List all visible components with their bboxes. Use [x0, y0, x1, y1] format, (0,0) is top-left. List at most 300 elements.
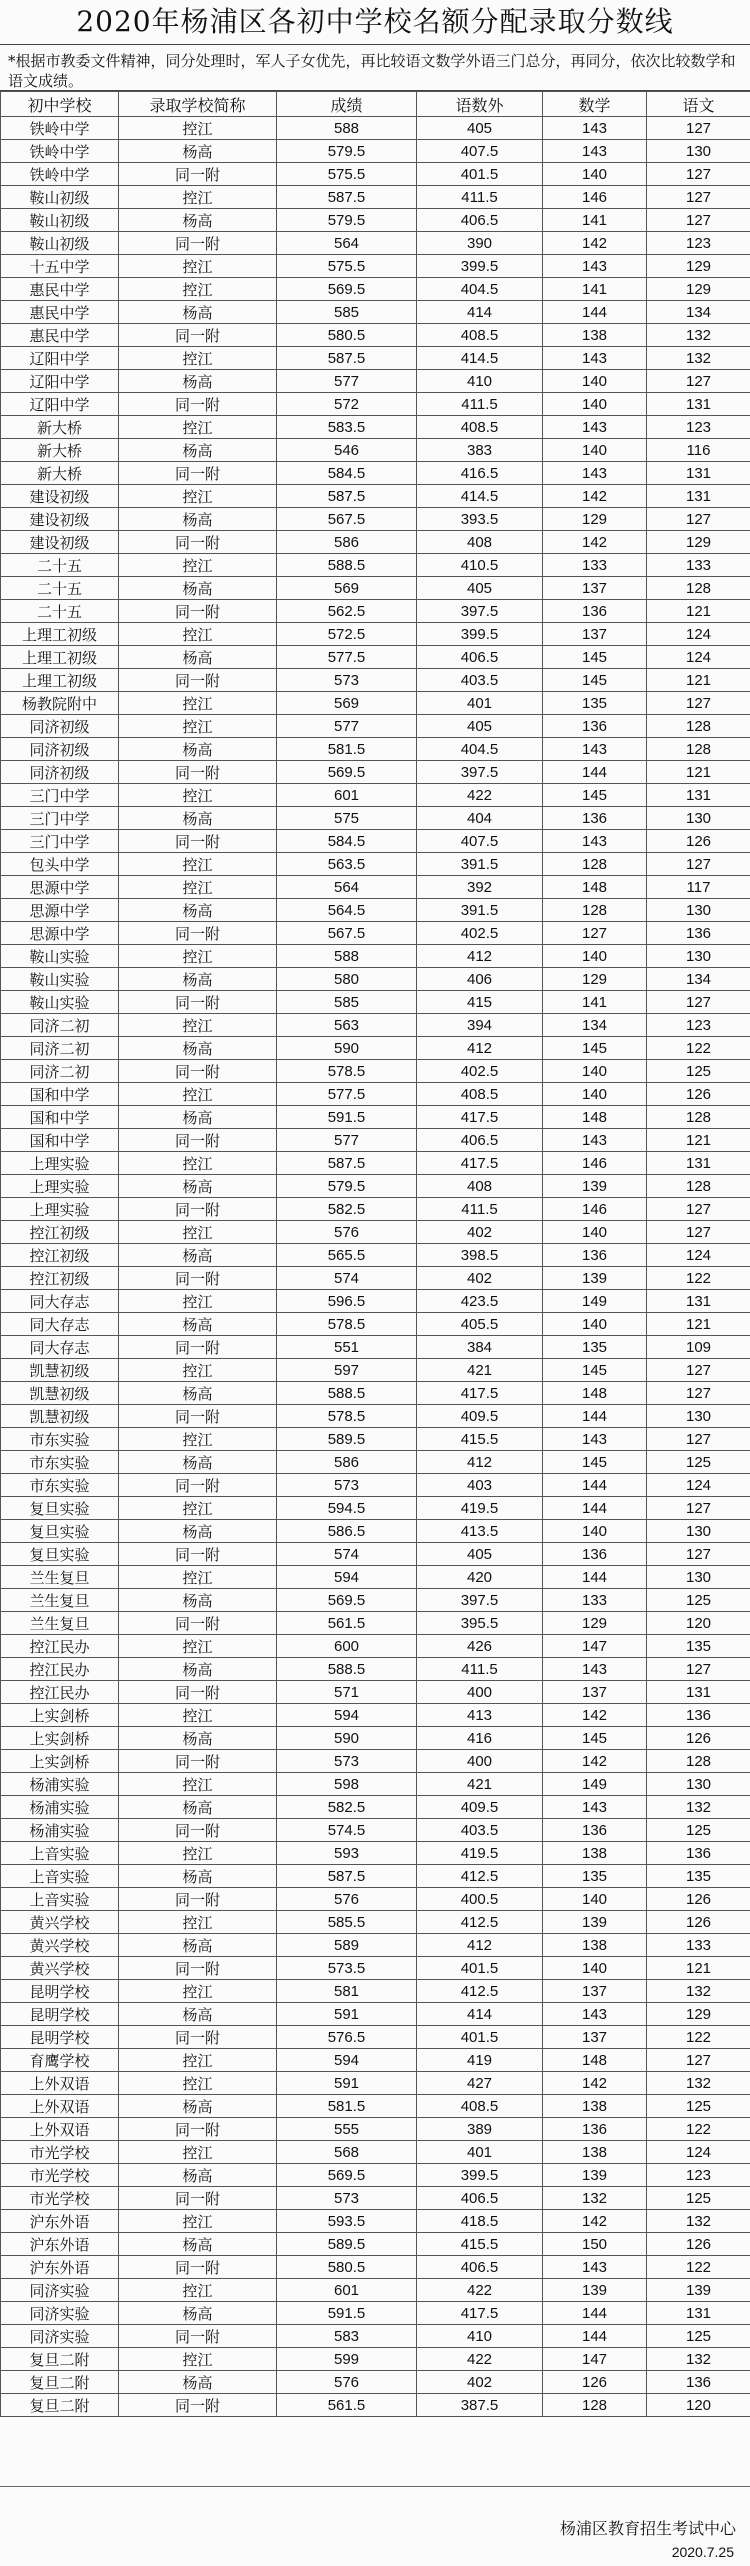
table-row — [1, 1566, 750, 1589]
score-cell: 564.5 — [277, 899, 417, 922]
cme-total-cell: 405.5 — [417, 1313, 543, 1336]
cme-total-cell: 405 — [417, 1543, 543, 1566]
junior-school-cell: 黄兴学校 — [1, 1911, 119, 1934]
math-cell: 129 — [543, 1612, 647, 1635]
chinese-cell: 122 — [647, 2256, 750, 2279]
table-row — [1, 899, 750, 922]
math-cell: 142 — [543, 2210, 647, 2233]
score-cell: 594 — [277, 1704, 417, 1727]
target-school-cell: 杨高 — [119, 2003, 277, 2026]
score-cell: 587.5 — [277, 1865, 417, 1888]
chinese-cell: 132 — [647, 2072, 750, 2095]
junior-school-cell: 市光学校 — [1, 2164, 119, 2187]
target-school-cell: 控江 — [119, 416, 277, 439]
cme-total-cell: 389 — [417, 2118, 543, 2141]
math-cell: 143 — [543, 830, 647, 853]
chinese-cell: 127 — [647, 209, 750, 232]
math-cell: 143 — [543, 140, 647, 163]
table-row — [1, 324, 750, 347]
score-cell: 563 — [277, 1014, 417, 1037]
target-school-cell: 同一附 — [119, 163, 277, 186]
chinese-cell: 124 — [647, 623, 750, 646]
score-cell: 578.5 — [277, 1313, 417, 1336]
math-cell: 141 — [543, 209, 647, 232]
target-school-cell: 同一附 — [119, 2394, 277, 2417]
cme-total-cell: 410.5 — [417, 554, 543, 577]
cme-total-cell: 417.5 — [417, 2302, 543, 2325]
target-school-cell: 杨高 — [119, 1934, 277, 1957]
chinese-cell: 136 — [647, 922, 750, 945]
score-cell: 597 — [277, 1359, 417, 1382]
chinese-cell: 127 — [647, 853, 750, 876]
junior-school-cell: 育鹰学校 — [1, 2049, 119, 2072]
junior-school-cell: 上音实验 — [1, 1842, 119, 1865]
score-cell: 586 — [277, 1451, 417, 1474]
table-row — [1, 370, 750, 393]
score-cell: 600 — [277, 1635, 417, 1658]
score-cell: 583 — [277, 2325, 417, 2348]
cme-total-cell: 412 — [417, 1934, 543, 1957]
math-cell: 143 — [543, 738, 647, 761]
table-row — [1, 2233, 750, 2256]
score-cell: 567.5 — [277, 922, 417, 945]
table-row — [1, 853, 750, 876]
score-cell: 571 — [277, 1681, 417, 1704]
table-row — [1, 1750, 750, 1773]
target-school-cell: 控江 — [119, 1221, 277, 1244]
table-row — [1, 1612, 750, 1635]
chinese-cell: 124 — [647, 1474, 750, 1497]
math-cell: 143 — [543, 117, 647, 140]
junior-school-cell: 杨浦实验 — [1, 1796, 119, 1819]
junior-school-cell: 昆明学校 — [1, 1980, 119, 2003]
score-cell: 576.5 — [277, 2026, 417, 2049]
junior-school-cell: 思源中学 — [1, 922, 119, 945]
junior-school-cell: 三门中学 — [1, 784, 119, 807]
junior-school-cell: 控江初级 — [1, 1267, 119, 1290]
score-cell: 586 — [277, 531, 417, 554]
table-row — [1, 554, 750, 577]
score-cell: 594 — [277, 2049, 417, 2072]
cme-total-cell: 410 — [417, 2325, 543, 2348]
table-row — [1, 1911, 750, 1934]
table-row — [1, 1221, 750, 1244]
table-row — [1, 692, 750, 715]
junior-school-cell: 上理实验 — [1, 1198, 119, 1221]
junior-school-cell: 上理实验 — [1, 1175, 119, 1198]
score-cell: 580.5 — [277, 324, 417, 347]
math-cell: 135 — [543, 1865, 647, 1888]
chinese-cell: 127 — [647, 508, 750, 531]
table-row — [1, 2325, 750, 2348]
math-cell: 144 — [543, 761, 647, 784]
score-cell: 581.5 — [277, 738, 417, 761]
target-school-cell: 控江 — [119, 186, 277, 209]
cme-total-cell: 423.5 — [417, 1290, 543, 1313]
math-cell: 136 — [543, 2118, 647, 2141]
table-row — [1, 1313, 750, 1336]
score-cell: 573 — [277, 2187, 417, 2210]
score-cell: 579.5 — [277, 1175, 417, 1198]
chinese-cell: 127 — [647, 1543, 750, 1566]
target-school-cell: 控江 — [119, 2049, 277, 2072]
table-row — [1, 347, 750, 370]
cme-total-cell: 391.5 — [417, 899, 543, 922]
junior-school-cell: 同济实验 — [1, 2302, 119, 2325]
math-cell: 140 — [543, 1520, 647, 1543]
column-header-target-school: 录取学校简称 — [119, 92, 277, 117]
junior-school-cell: 上实剑桥 — [1, 1727, 119, 1750]
score-cell: 584.5 — [277, 462, 417, 485]
target-school-cell: 同一附 — [119, 1267, 277, 1290]
cme-total-cell: 415.5 — [417, 1428, 543, 1451]
table-row — [1, 232, 750, 255]
table-row — [1, 1727, 750, 1750]
table-row — [1, 1336, 750, 1359]
math-cell: 144 — [543, 1497, 647, 1520]
chinese-cell: 120 — [647, 1612, 750, 1635]
cme-total-cell: 400 — [417, 1750, 543, 1773]
score-cell: 582.5 — [277, 1796, 417, 1819]
math-cell: 143 — [543, 462, 647, 485]
target-school-cell: 杨高 — [119, 301, 277, 324]
table-row — [1, 485, 750, 508]
chinese-cell: 127 — [647, 117, 750, 140]
cme-total-cell: 413.5 — [417, 1520, 543, 1543]
junior-school-cell: 同济初级 — [1, 761, 119, 784]
math-cell: 148 — [543, 876, 647, 899]
table-row — [1, 1060, 750, 1083]
math-cell: 140 — [543, 439, 647, 462]
junior-school-cell: 控江民办 — [1, 1635, 119, 1658]
score-cell: 563.5 — [277, 853, 417, 876]
cme-total-cell: 406.5 — [417, 2256, 543, 2279]
table-body — [1, 117, 750, 2417]
chinese-cell: 130 — [647, 1773, 750, 1796]
math-cell: 145 — [543, 646, 647, 669]
table-row — [1, 646, 750, 669]
cme-total-cell: 395.5 — [417, 1612, 543, 1635]
junior-school-cell: 杨浦实验 — [1, 1773, 119, 1796]
chinese-cell: 130 — [647, 807, 750, 830]
junior-school-cell: 鞍山初级 — [1, 186, 119, 209]
cme-total-cell: 414 — [417, 301, 543, 324]
chinese-cell: 132 — [647, 1796, 750, 1819]
table-row — [1, 1957, 750, 1980]
score-cell: 601 — [277, 2279, 417, 2302]
junior-school-cell: 上理工初级 — [1, 669, 119, 692]
junior-school-cell: 上理工初级 — [1, 646, 119, 669]
target-school-cell: 控江 — [119, 1290, 277, 1313]
junior-school-cell: 二十五 — [1, 554, 119, 577]
target-school-cell: 杨高 — [119, 1589, 277, 1612]
target-school-cell: 杨高 — [119, 209, 277, 232]
target-school-cell: 控江 — [119, 2348, 277, 2371]
score-cell: 587.5 — [277, 1152, 417, 1175]
target-school-cell: 控江 — [119, 1704, 277, 1727]
score-cell: 575.5 — [277, 163, 417, 186]
score-cell: 588 — [277, 945, 417, 968]
cme-total-cell: 422 — [417, 2348, 543, 2371]
score-cell: 577 — [277, 1129, 417, 1152]
score-cell: 562.5 — [277, 600, 417, 623]
score-cell: 598 — [277, 1773, 417, 1796]
cme-total-cell: 415 — [417, 991, 543, 1014]
target-school-cell: 同一附 — [119, 600, 277, 623]
table-row — [1, 1520, 750, 1543]
score-cell: 561.5 — [277, 1612, 417, 1635]
junior-school-cell: 同大存志 — [1, 1313, 119, 1336]
table-row — [1, 117, 750, 140]
cme-total-cell: 401.5 — [417, 2026, 543, 2049]
chinese-cell: 127 — [647, 1359, 750, 1382]
target-school-cell: 控江 — [119, 347, 277, 370]
junior-school-cell: 上外双语 — [1, 2072, 119, 2095]
cme-total-cell: 394 — [417, 1014, 543, 1037]
target-school-cell: 同一附 — [119, 232, 277, 255]
junior-school-cell: 建设初级 — [1, 531, 119, 554]
target-school-cell: 杨高 — [119, 2302, 277, 2325]
math-cell: 139 — [543, 2164, 647, 2187]
cme-total-cell: 422 — [417, 784, 543, 807]
table-row — [1, 1704, 750, 1727]
cme-total-cell: 400.5 — [417, 1888, 543, 1911]
cme-total-cell: 390 — [417, 232, 543, 255]
target-school-cell: 杨高 — [119, 2164, 277, 2187]
math-cell: 145 — [543, 669, 647, 692]
math-cell: 144 — [543, 1474, 647, 1497]
target-school-cell: 杨高 — [119, 1865, 277, 1888]
cme-total-cell: 405 — [417, 715, 543, 738]
score-cell: 587.5 — [277, 347, 417, 370]
target-school-cell: 同一附 — [119, 2026, 277, 2049]
math-cell: 145 — [543, 1727, 647, 1750]
math-cell: 147 — [543, 2348, 647, 2371]
junior-school-cell: 复旦二附 — [1, 2394, 119, 2417]
target-school-cell: 控江 — [119, 117, 277, 140]
math-cell: 136 — [543, 1543, 647, 1566]
target-school-cell: 控江 — [119, 1359, 277, 1382]
math-cell: 127 — [543, 922, 647, 945]
score-cell: 577 — [277, 715, 417, 738]
score-cell: 573 — [277, 1750, 417, 1773]
target-school-cell: 控江 — [119, 2210, 277, 2233]
cme-total-cell: 407.5 — [417, 140, 543, 163]
score-cell: 584.5 — [277, 830, 417, 853]
math-cell: 143 — [543, 347, 647, 370]
junior-school-cell: 控江初级 — [1, 1221, 119, 1244]
table-row — [1, 1405, 750, 1428]
score-cell: 568 — [277, 2141, 417, 2164]
chinese-cell: 116 — [647, 439, 750, 462]
junior-school-cell: 鞍山实验 — [1, 991, 119, 1014]
table-row — [1, 2141, 750, 2164]
math-cell: 140 — [543, 393, 647, 416]
score-cell: 596.5 — [277, 1290, 417, 1313]
score-cell: 564 — [277, 876, 417, 899]
junior-school-cell: 市东实验 — [1, 1474, 119, 1497]
table-row — [1, 1014, 750, 1037]
cme-total-cell: 412 — [417, 945, 543, 968]
score-cell: 565.5 — [277, 1244, 417, 1267]
chinese-cell: 131 — [647, 1152, 750, 1175]
target-school-cell: 杨高 — [119, 1658, 277, 1681]
junior-school-cell: 新大桥 — [1, 416, 119, 439]
junior-school-cell: 国和中学 — [1, 1106, 119, 1129]
cme-total-cell: 417.5 — [417, 1106, 543, 1129]
chinese-cell: 136 — [647, 1842, 750, 1865]
junior-school-cell: 思源中学 — [1, 876, 119, 899]
junior-school-cell: 国和中学 — [1, 1129, 119, 1152]
junior-school-cell: 凯慧初级 — [1, 1359, 119, 1382]
math-cell: 134 — [543, 1014, 647, 1037]
math-cell: 139 — [543, 1175, 647, 1198]
target-school-cell: 控江 — [119, 1635, 277, 1658]
table-row — [1, 669, 750, 692]
table-row — [1, 1428, 750, 1451]
chinese-cell: 131 — [647, 485, 750, 508]
table-row — [1, 2026, 750, 2049]
table-row — [1, 1474, 750, 1497]
table-row — [1, 577, 750, 600]
math-cell: 136 — [543, 1819, 647, 1842]
math-cell: 140 — [543, 1313, 647, 1336]
cme-total-cell: 422 — [417, 2279, 543, 2302]
chinese-cell: 126 — [647, 1727, 750, 1750]
math-cell: 144 — [543, 1405, 647, 1428]
score-cell: 576 — [277, 2371, 417, 2394]
cme-total-cell: 399.5 — [417, 2164, 543, 2187]
cme-total-cell: 399.5 — [417, 623, 543, 646]
table-row — [1, 1037, 750, 1060]
table-row — [1, 1382, 750, 1405]
score-cell: 577.5 — [277, 646, 417, 669]
junior-school-cell: 昆明学校 — [1, 2003, 119, 2026]
target-school-cell: 控江 — [119, 2279, 277, 2302]
target-school-cell: 杨高 — [119, 1796, 277, 1819]
junior-school-cell: 市光学校 — [1, 2187, 119, 2210]
table-row — [1, 301, 750, 324]
score-cell: 589.5 — [277, 2233, 417, 2256]
math-cell: 140 — [543, 163, 647, 186]
cme-total-cell: 404 — [417, 807, 543, 830]
table-row — [1, 531, 750, 554]
score-cell: 576 — [277, 1888, 417, 1911]
cme-total-cell: 404.5 — [417, 738, 543, 761]
junior-school-cell: 建设初级 — [1, 485, 119, 508]
chinese-cell: 133 — [647, 1934, 750, 1957]
score-cell: 588.5 — [277, 1382, 417, 1405]
target-school-cell: 杨高 — [119, 2095, 277, 2118]
junior-school-cell: 国和中学 — [1, 1083, 119, 1106]
math-cell: 126 — [543, 2371, 647, 2394]
table-row — [1, 922, 750, 945]
footer-divider — [0, 2486, 750, 2512]
table-row — [1, 255, 750, 278]
junior-school-cell: 同济实验 — [1, 2279, 119, 2302]
math-cell: 141 — [543, 278, 647, 301]
table-row — [1, 945, 750, 968]
math-cell: 137 — [543, 1681, 647, 1704]
cme-total-cell: 402 — [417, 1221, 543, 1244]
target-school-cell: 杨高 — [119, 899, 277, 922]
target-school-cell: 同一附 — [119, 1612, 277, 1635]
target-school-cell: 控江 — [119, 485, 277, 508]
table-row — [1, 393, 750, 416]
target-school-cell: 杨高 — [119, 1313, 277, 1336]
cme-total-cell: 411.5 — [417, 1658, 543, 1681]
target-school-cell: 同一附 — [119, 1819, 277, 1842]
chinese-cell: 122 — [647, 1267, 750, 1290]
junior-school-cell: 复旦二附 — [1, 2371, 119, 2394]
score-cell: 577.5 — [277, 1083, 417, 1106]
score-cell: 582.5 — [277, 1198, 417, 1221]
math-cell: 146 — [543, 1152, 647, 1175]
math-cell: 142 — [543, 1704, 647, 1727]
chinese-cell: 121 — [647, 1957, 750, 1980]
junior-school-cell: 鞍山实验 — [1, 945, 119, 968]
table-row — [1, 2118, 750, 2141]
math-cell: 128 — [543, 853, 647, 876]
table-row — [1, 968, 750, 991]
chinese-cell: 127 — [647, 1198, 750, 1221]
table-row — [1, 1842, 750, 1865]
cme-total-cell: 392 — [417, 876, 543, 899]
score-cell: 585 — [277, 991, 417, 1014]
math-cell: 142 — [543, 485, 647, 508]
junior-school-cell: 同济实验 — [1, 2325, 119, 2348]
math-cell: 138 — [543, 324, 647, 347]
table-row — [1, 1635, 750, 1658]
junior-school-cell: 铁岭中学 — [1, 140, 119, 163]
table-row — [1, 1290, 750, 1313]
math-cell: 138 — [543, 2141, 647, 2164]
junior-school-cell: 十五中学 — [1, 255, 119, 278]
cme-total-cell: 414.5 — [417, 485, 543, 508]
score-cell: 572 — [277, 393, 417, 416]
table-row — [1, 1681, 750, 1704]
junior-school-cell: 辽阳中学 — [1, 370, 119, 393]
score-cell: 580.5 — [277, 2256, 417, 2279]
math-cell: 141 — [543, 991, 647, 1014]
table-row — [1, 1083, 750, 1106]
junior-school-cell: 鞍山初级 — [1, 232, 119, 255]
target-school-cell: 控江 — [119, 2141, 277, 2164]
table-row — [1, 1198, 750, 1221]
table-row — [1, 2003, 750, 2026]
chinese-cell: 134 — [647, 968, 750, 991]
cme-total-cell: 391.5 — [417, 853, 543, 876]
chinese-cell: 125 — [647, 2095, 750, 2118]
junior-school-cell: 同大存志 — [1, 1336, 119, 1359]
target-school-cell: 同一附 — [119, 2325, 277, 2348]
target-school-cell: 控江 — [119, 1842, 277, 1865]
junior-school-cell: 控江初级 — [1, 1244, 119, 1267]
math-cell: 137 — [543, 2026, 647, 2049]
score-cell: 574 — [277, 1543, 417, 1566]
table-row — [1, 1796, 750, 1819]
table-row — [1, 1980, 750, 2003]
chinese-cell: 129 — [647, 278, 750, 301]
score-cell: 594.5 — [277, 1497, 417, 1520]
math-cell: 132 — [543, 2187, 647, 2210]
math-cell: 140 — [543, 1888, 647, 1911]
cme-total-cell: 412.5 — [417, 1911, 543, 1934]
chinese-cell: 131 — [647, 2302, 750, 2325]
junior-school-cell: 控江民办 — [1, 1658, 119, 1681]
cme-total-cell: 408.5 — [417, 416, 543, 439]
score-cell: 587.5 — [277, 485, 417, 508]
